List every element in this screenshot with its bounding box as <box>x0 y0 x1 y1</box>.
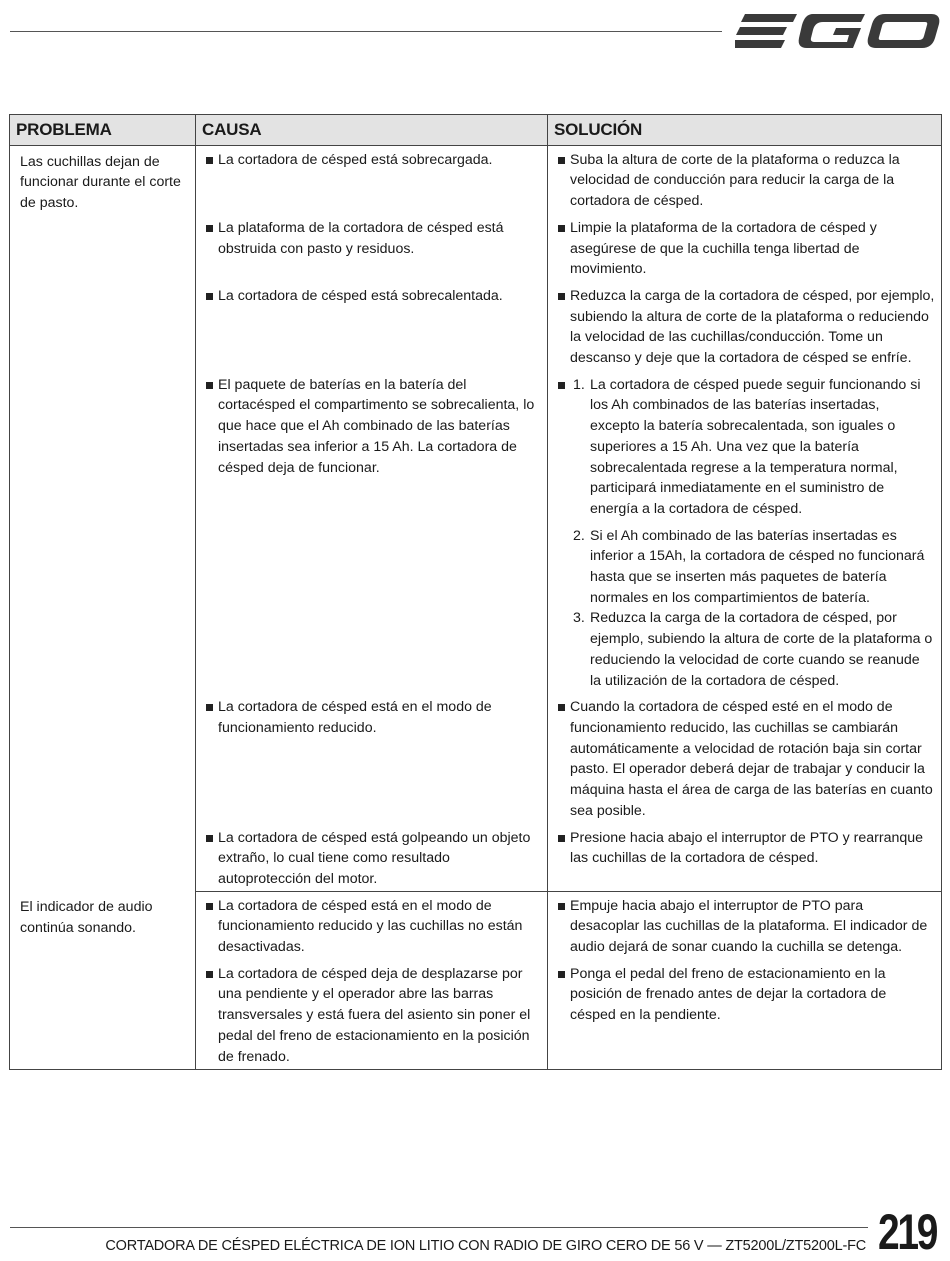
step-number: 2. <box>573 527 585 544</box>
problem-text: Las cuchillas dejan de funcionar durante el corte de pasto. <box>20 153 181 212</box>
solution-item: Limpie la plataforma de la cortadora de césped y asegúrese de que la cuchilla tenga libertad de movimiento. <box>548 218 941 280</box>
footer-title: CORTADORA DE CÉSPED ELÉCTRICA DE ION LITIO CON RADIO DE GIRO CERO DE 56 V — ZT5200L/ZT5200L-FC <box>105 1238 866 1254</box>
header-rule <box>10 31 722 32</box>
solution-cell <box>548 691 942 821</box>
header-cause: CAUSA <box>196 115 548 146</box>
solution-item: Ponga el pedal del freno de estacionamiento en la posición de frenado antes de dejar la cortadora de césped en la pendiente. <box>548 964 941 1026</box>
table-header-row <box>10 115 942 146</box>
solution-step <box>548 526 941 609</box>
problem-cell <box>10 145 196 891</box>
solution-cell <box>548 280 942 369</box>
solution-item: Reduzca la carga de la cortadora de césped, por ejemplo, subiendo la altura de corte de la plataforma o reduciendo la velocidad de las cuchillas/conducción. Tome un descanso y deje que la cortadora de césped se enfríe. <box>548 286 941 369</box>
page-number: 219 <box>878 1204 937 1260</box>
cause-item: La cortadora de césped está golpeando un objeto extraño, lo cual tiene como resultado autoprotección del motor. <box>196 828 547 890</box>
step-text: La cortadora de césped puede seguir funcionando si los Ah combinados de las baterías insertadas, excepto la batería sobrecalentada, son iguales o superiores a 15 Ah. Una vez que la batería sobrecalentada regrese a la temperatura normal, participará inmediatamente en el suministro de energía a la cortadora de césped. <box>590 376 921 517</box>
cause-cell <box>196 891 548 958</box>
ego-logo <box>735 8 940 54</box>
solution-cell <box>548 212 942 280</box>
problem-cell <box>10 891 196 1070</box>
step-text: Reduzca la carga de la cortadora de césped, por ejemplo, subiendo la altura de corte de la plataforma o reduciendo la velocidad de corte cuando se reanude la utilización de la cortadora de césped. <box>590 610 933 689</box>
solution-cell <box>548 958 942 1070</box>
solution-cell <box>548 145 942 212</box>
solution-step <box>548 375 941 520</box>
cause-item: La cortadora de césped está sobrecargada. <box>196 150 547 171</box>
cause-item: La cortadora de césped está en el modo de funcionamiento reducido y las cuchillas no están desactivadas. <box>196 896 547 958</box>
footer-rule <box>10 1227 868 1228</box>
header-solution: SOLUCIÓN <box>548 115 942 146</box>
solution-cell <box>548 891 942 958</box>
cause-item: La cortadora de césped deja de desplazarse por una pendiente y el operador abre las barras transversales y está fuera del asiento sin poner el pedal del freno de estacionamiento en la posición de frenado. <box>196 964 547 1068</box>
solution-cell <box>548 822 942 892</box>
solution-item: Cuando la cortadora de césped esté en el modo de funcionamiento reducido, las cuchillas se cambiarán automáticamente a velocidad de rotación baja sin cortar pasto. El operador deberá dejar de trabajar y conducir la máquina hasta el área de carga de las baterías en cuanto sea posible. <box>548 697 941 821</box>
step-number: 1. <box>573 376 585 393</box>
header-problem: PROBLEMA <box>10 115 196 146</box>
solution-item: Empuje hacia abajo el interruptor de PTO para desacoplar las cuchillas de la plataforma. El indicador de audio dejará de sonar cuando la cuchilla se detenga. <box>548 896 941 958</box>
solution-cell <box>548 369 942 692</box>
solution-item: Suba la altura de corte de la plataforma o reduzca la velocidad de conducción para reducir la carga de la cortadora de césped. <box>548 150 941 212</box>
step-text: Si el Ah combinado de las baterías insertadas es inferior a 15Ah, la cortadora de césped no funcionará hasta que se inserten más paquetes de batería normales en los compartimientos de batería. <box>590 527 925 606</box>
table-row <box>10 145 942 212</box>
solution-item: Presione hacia abajo el interruptor de PTO y rearranque las cuchillas de la cortadora de césped. <box>548 828 941 869</box>
cause-cell <box>196 145 548 212</box>
cause-item: La cortadora de césped está sobrecalentada. <box>196 286 547 307</box>
cause-item: El paquete de baterías en la batería del cortacésped el compartimento se sobrecalienta, lo que hace que el Ah combinado de las baterías insertadas sea inferior a 15 Ah. La cortadora de césped deja de funcionar. <box>196 375 547 479</box>
cause-cell <box>196 958 548 1070</box>
step-number: 3. <box>573 610 585 627</box>
solution-step <box>548 608 941 691</box>
cause-item: La cortadora de césped está en el modo de funcionamiento reducido. <box>196 697 547 738</box>
cause-item: La plataforma de la cortadora de césped está obstruida con pasto y residuos. <box>196 218 547 259</box>
troubleshooting-table <box>9 114 942 1070</box>
table-row <box>10 891 942 958</box>
cause-cell <box>196 280 548 369</box>
cause-cell <box>196 212 548 280</box>
cause-cell <box>196 822 548 892</box>
problem-text: El indicador de audio continúa sonando. <box>20 899 153 936</box>
cause-cell <box>196 369 548 692</box>
cause-cell <box>196 691 548 821</box>
